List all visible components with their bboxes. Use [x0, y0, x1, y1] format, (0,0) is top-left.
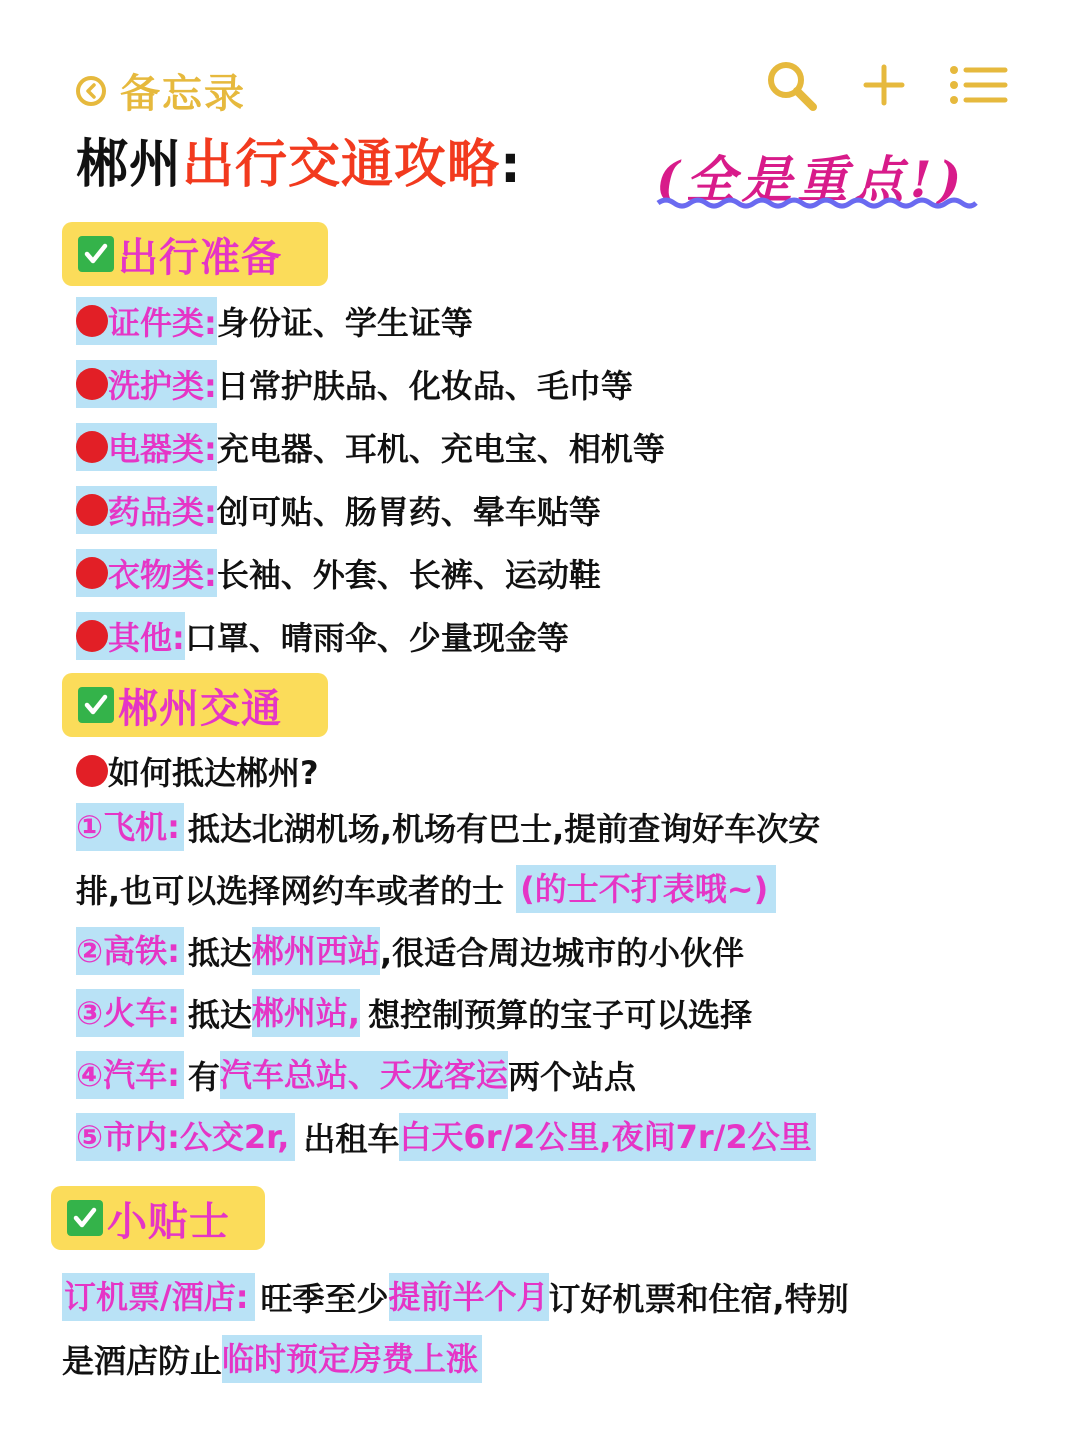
bullet-dot: [76, 557, 108, 589]
subtitle: (全是重点!): [656, 150, 968, 209]
bullet-dot: [76, 494, 108, 526]
plane-text-2: 排,也可以选择网约车或者的士: [76, 872, 505, 910]
section-title: 郴州交通: [118, 685, 282, 732]
plane-text: 抵达北湖机场,机场有巴士,提前查询好车次安: [187, 810, 821, 848]
tips-label: 订机票/酒店:: [62, 1273, 255, 1321]
train-row: [76, 988, 752, 1038]
item-text: 日常护肤品、化妆品、毛巾等: [216, 367, 633, 405]
rail-highlight: 郴州西站: [252, 927, 380, 975]
back-button[interactable]: [76, 62, 246, 119]
bus-label: ④汽车:: [76, 1051, 184, 1099]
tips-text-2: 订好机票和住宿,特别: [548, 1280, 849, 1318]
bullet-dot: [76, 431, 108, 463]
plane-row: [76, 802, 820, 852]
tips-text-3: 是酒店防止: [62, 1342, 223, 1380]
chevron-left-icon: [76, 76, 106, 106]
item-text: 长袖、外套、长裤、运动鞋: [216, 556, 601, 594]
back-label: 备忘录: [120, 71, 246, 117]
question-row: [76, 746, 319, 796]
tips-row-1: [62, 1272, 849, 1322]
bus-highlight: 汽车总站、天龙客运: [220, 1051, 508, 1099]
item-label: 衣物类:: [108, 556, 217, 594]
item-text: 充电器、耳机、充电宝、相机等: [216, 430, 665, 468]
page-title: [76, 122, 522, 197]
list-item: [76, 359, 665, 409]
bus-post: 两个站点: [507, 1058, 636, 1096]
bullet-dot: [76, 755, 108, 787]
item-text: 身份证、学生证等: [216, 304, 473, 342]
toolbar: [764, 58, 1008, 116]
item-text: 口罩、晴雨伞、少量现金等: [184, 619, 569, 657]
check-icon: [78, 687, 114, 723]
section-header-transport: [62, 673, 328, 737]
title-colon: :: [500, 135, 522, 195]
tips-text-1: 旺季至少: [260, 1280, 389, 1318]
bus-row: [76, 1050, 636, 1100]
bus-pre: 有: [187, 1058, 220, 1096]
check-icon: [67, 1200, 103, 1236]
section-header-tips: [51, 1186, 265, 1250]
question-text: 如何抵达郴州?: [108, 754, 319, 792]
prep-list: [76, 296, 665, 661]
plus-icon[interactable]: [862, 63, 906, 111]
train-highlight: 郴州站,: [252, 989, 360, 1037]
list-item: [76, 611, 665, 661]
list-item: [76, 485, 665, 535]
item-label: 洗护类:: [108, 367, 217, 405]
city-row: [76, 1112, 816, 1162]
train-pre: 抵达: [187, 996, 252, 1034]
tips-highlight-1: 提前半个月: [389, 1273, 549, 1321]
bullet-dot: [76, 305, 108, 337]
item-label: 证件类:: [108, 304, 217, 342]
list-item: [76, 422, 665, 472]
item-text: 创可贴、肠胃药、晕车贴等: [216, 493, 601, 531]
check-icon: [78, 236, 114, 272]
plane-label: ①飞机:: [76, 803, 184, 851]
train-post: 想控制预算的宝子可以选择: [368, 996, 753, 1034]
section-title: 小贴士: [107, 1198, 230, 1245]
city-mid: 出租车: [303, 1120, 400, 1158]
section-title: 出行准备: [118, 234, 282, 281]
rail-row: [76, 926, 744, 976]
item-label: 其他:: [108, 619, 185, 657]
bullet-dot: [76, 620, 108, 652]
search-icon[interactable]: [764, 58, 818, 116]
city-label: ⑤市内:公交2r,: [76, 1113, 295, 1161]
rail-pre: 抵达: [187, 934, 252, 972]
list-icon[interactable]: [950, 65, 1008, 109]
tips-row-2: [62, 1334, 482, 1384]
rail-label: ②高铁:: [76, 927, 184, 975]
city-highlight: 白天6r/2公里,夜间7r/2公里: [399, 1113, 815, 1161]
title-red: 出行交通攻略: [182, 135, 501, 195]
plane-row-2: [76, 864, 776, 914]
item-label: 电器类:: [108, 430, 217, 468]
list-item: [76, 548, 665, 598]
plane-note: (的士不打表哦~): [516, 865, 776, 913]
wavy-underline: [656, 196, 978, 210]
list-item: [76, 296, 665, 346]
tips-highlight-2: 临时预定房费上涨: [222, 1335, 482, 1383]
rail-post: ,很适合周边城市的小伙伴: [379, 934, 745, 972]
train-label: ③火车:: [76, 989, 184, 1037]
item-label: 药品类:: [108, 493, 217, 531]
title-black: 郴州: [76, 135, 183, 195]
section-header-preparation: [62, 222, 328, 286]
bullet-dot: [76, 368, 108, 400]
